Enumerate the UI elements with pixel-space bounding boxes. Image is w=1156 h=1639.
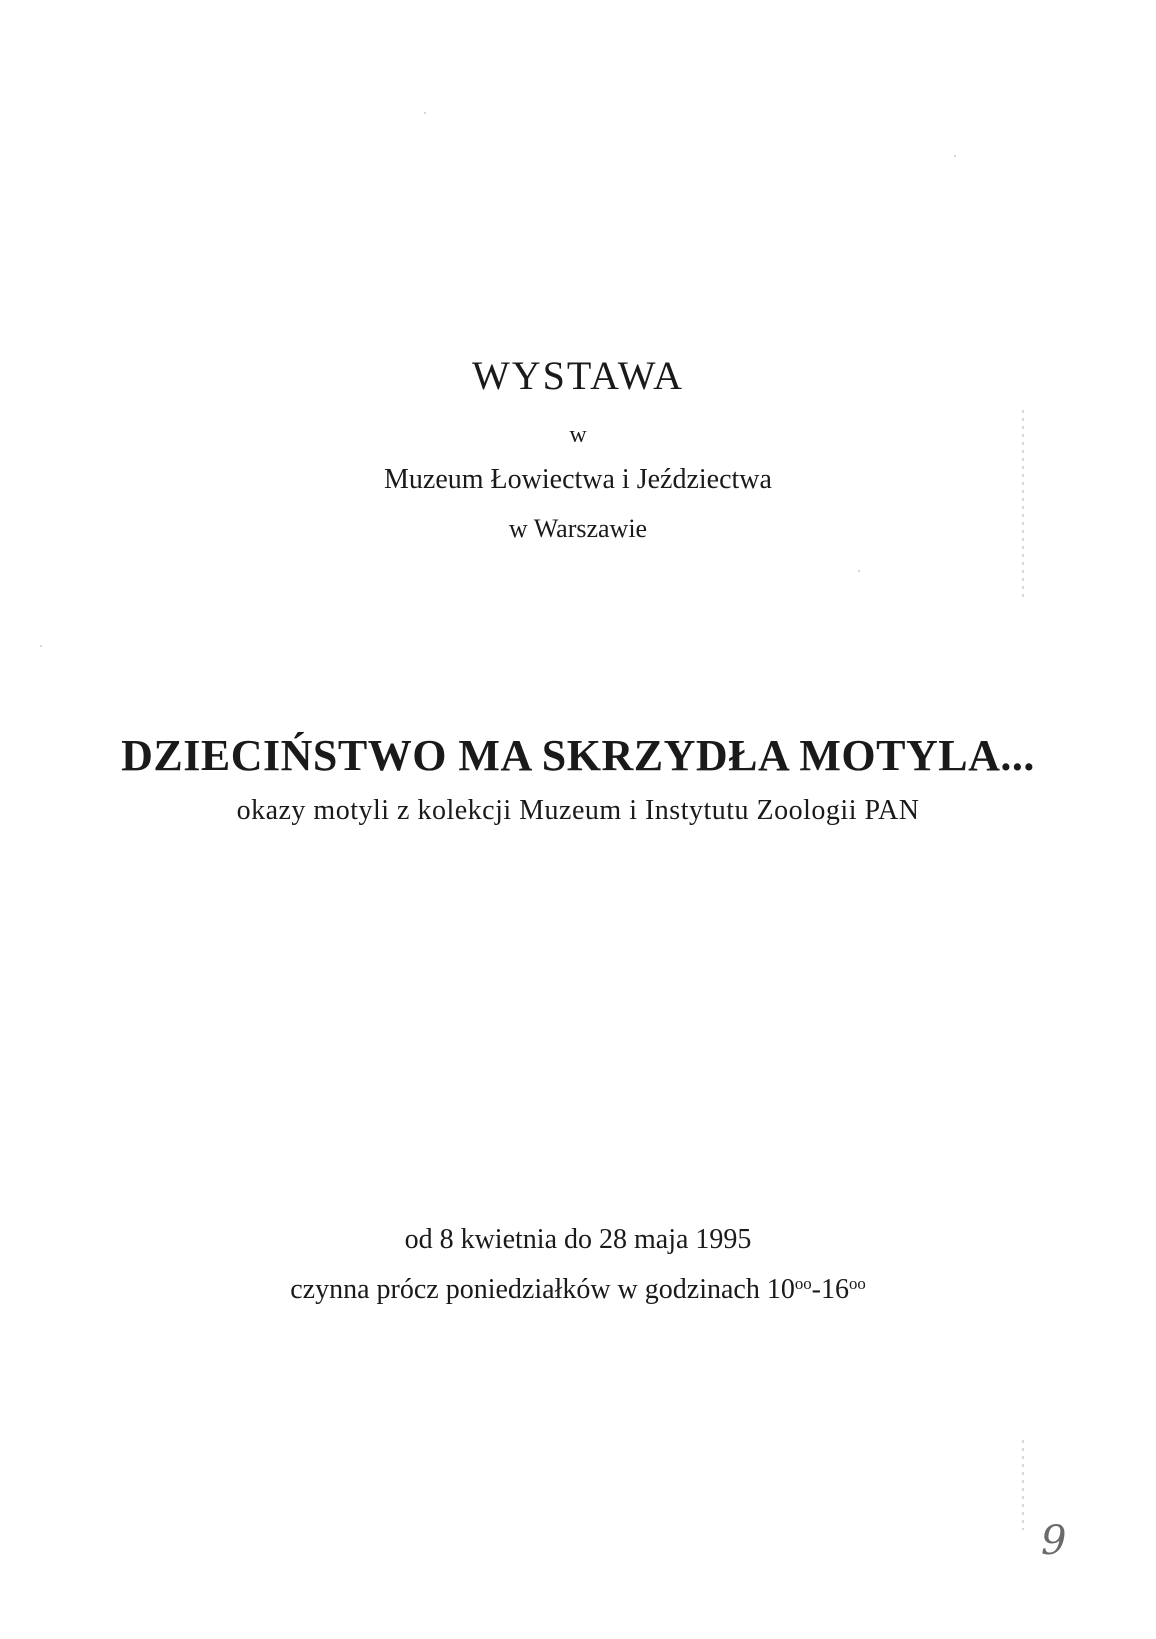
scan-speck bbox=[858, 570, 860, 572]
exhibition-dates: od 8 kwietnia do 28 maja 1995 bbox=[404, 1224, 752, 1255]
opening-hours-prefix: czynna prócz poniedziałków w godzinach bbox=[290, 1274, 767, 1305]
exhibition-title: DZIECIŃSTWO MA SKRZYDŁA MOTYLA... bbox=[121, 731, 1035, 780]
open-hour: 10 bbox=[766, 1274, 795, 1305]
close-minutes: oo bbox=[848, 1273, 866, 1293]
scan-speck bbox=[954, 155, 956, 157]
hours-separator: - bbox=[811, 1274, 821, 1305]
museum-name: Muzeum Łowiectwa i Jeździectwa bbox=[384, 464, 772, 495]
scan-speck bbox=[424, 112, 426, 114]
museum-city: w Warszawie bbox=[508, 514, 648, 543]
exhibition-heading: WYSTAWA bbox=[471, 353, 684, 398]
close-hour: 16 bbox=[820, 1274, 849, 1305]
scan-speck bbox=[40, 645, 42, 647]
scan-edge-mark bbox=[1022, 410, 1024, 600]
scan-edge-mark bbox=[1022, 1440, 1024, 1530]
exhibition-subtitle: okazy motyli z kolekcji Muzeum i Instytutu Zoologii PAN bbox=[236, 795, 920, 826]
open-minutes: oo bbox=[794, 1273, 812, 1293]
connector-text: w bbox=[569, 422, 587, 448]
handwritten-page-number: 9 bbox=[1041, 1518, 1067, 1564]
opening-hours bbox=[0, 1274, 1156, 1306]
